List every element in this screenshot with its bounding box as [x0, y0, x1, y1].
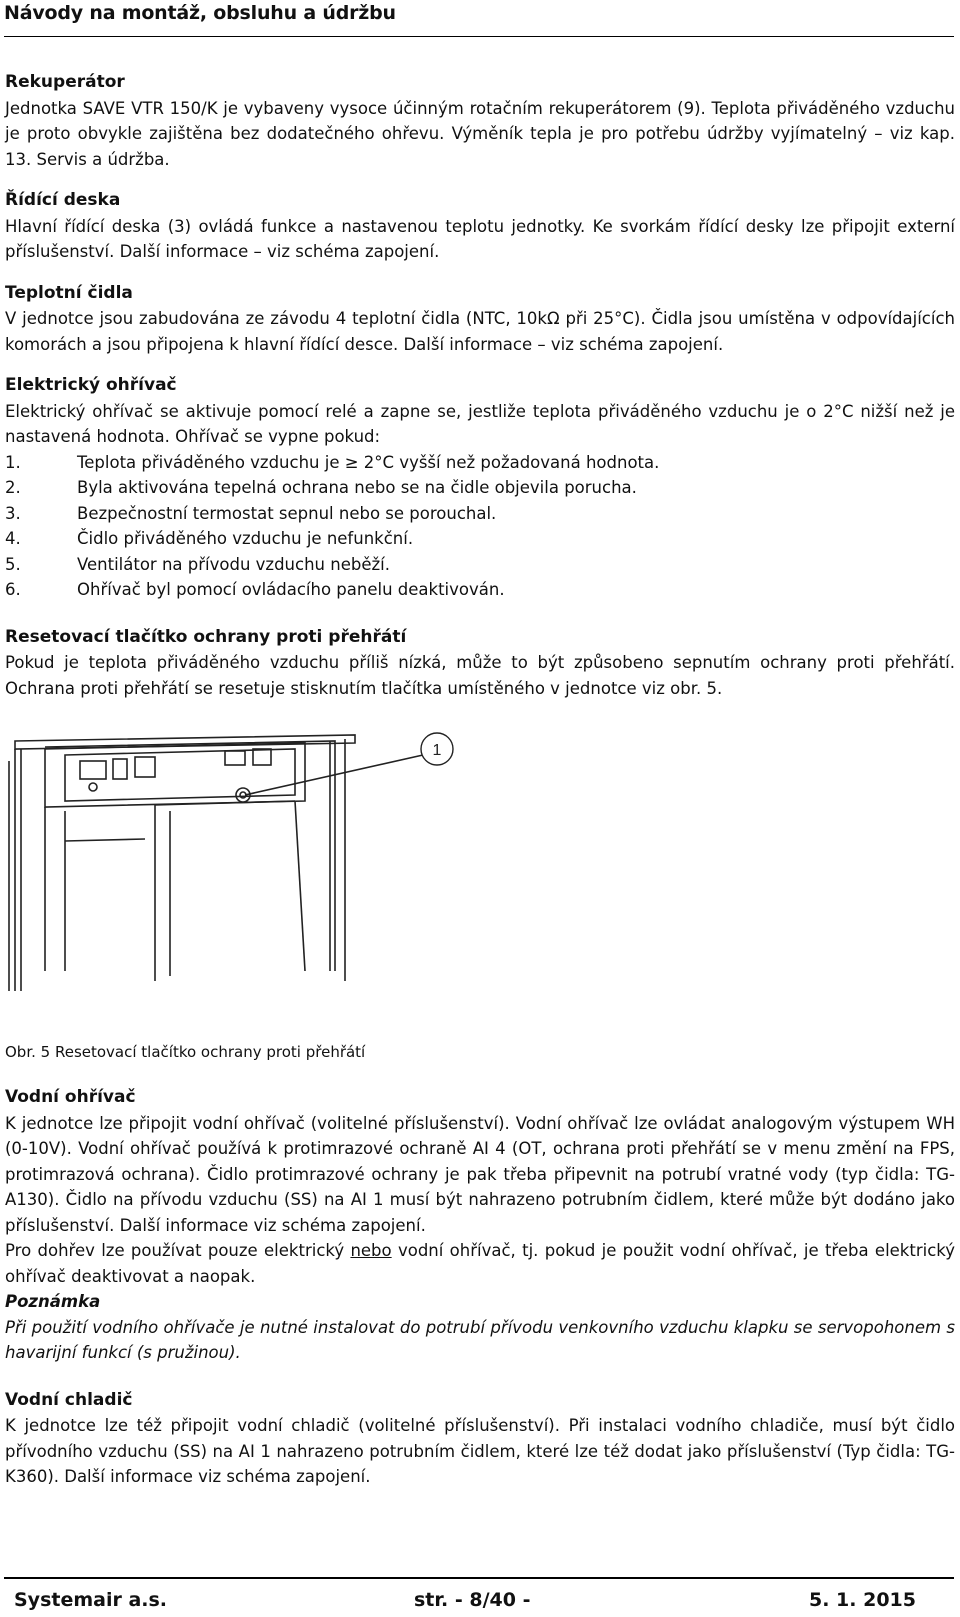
section-heading-elektricky-ohrivac: Elektrický ohřívač	[5, 375, 177, 395]
list-item: 3. Bezpečnostní termostat sepnul nebo se porouchal.	[5, 503, 497, 523]
document-body	[5, 70, 955, 1490]
unit-drawing	[5, 721, 485, 1021]
section-heading-reset: Resetovací tlačítko ochrany proti přehřátí	[5, 626, 407, 647]
section-text-rekuperator: Jednotka SAVE VTR 150/K je vybaveny vysoce účinným rotačním rekuperátorem (9). Teplota přiváděného vzduchu je proto obvykle zajištěna bez dodatečného ohřevu. Výměník tepla je pro potřebu údržby vyjímatelný – viz kap. 13. Servis a údržba.	[5, 98, 955, 169]
section-text-reset: Pokud je teplota přiváděného vzduchu příliš nízká, může to být způsobeno sepnutím ochrany proti přehřátí. Ochrana proti přehřátí se resetuje stisknutím tlačítka umístěného v jednotce viz obr. 5.	[5, 653, 955, 698]
list-item: 4. Čidlo přiváděného vzduchu je nefunkční.	[5, 529, 414, 548]
list-item: 6. Ohřívač byl pomocí ovládacího panelu deaktivován.	[5, 580, 505, 599]
section-text-vodni-ohrivac: K jednotce lze připojit vodní ohřívač (volitelné příslušenství). Vodní ohřívač lze ovládat analogovým výstupem WH (0-10V). Vodní ohřívač používá k protimrazové ochraně AI 4 (OT, ochrana proti přehřátí se v menu změní na FPS, protimrazová ochrana). Čidlo protimrazové ochrany je pak třeba připevnit na potrubí vratné vody (typ čidla: TG-A130). Čidlo na přívodu vzduchu (SS) na AI 1 musí být nahrazeno potrubním čidlem, které může být dodáno jako příslušenství. Další informace viz schéma zapojení.	[5, 1113, 955, 1235]
section-text-vodni-ohrivac-2: Pro dohřev lze používat pouze elektrický nebo vodní ohřívač, tj. pokud je použit vodní ohřívač, je třeba elektrický ohřívač deaktivovat a naopak.	[5, 1241, 955, 1286]
section-text-vodni-chladic: K jednotce lze též připojit vodní chladič (volitelné příslušenství). Při instalaci vodního chladiče, musí být čidlo přívodního vzduchu (SS) na AI 1 nahrazeno potrubním čidlem, které lze též dodat jako příslušenství (Typ čidla: TG-K360). Další informace viz schéma zapojení.	[5, 1416, 955, 1486]
section-heading-teplotni-cidla: Teplotní čidla	[5, 282, 133, 303]
list-item: 1. Teplota přiváděného vzduchu je ≥ 2°C vyšší než požadovaná hodnota.	[5, 452, 660, 472]
section-text-elektricky-ohrivac: Elektrický ohřívač se aktivuje pomocí relé a zapne se, jestliže teplota přiváděného vzduchu je o 2°C nižší než je nastavená hodnota. Ohřívač se vypne pokud:	[5, 401, 955, 446]
list-item: 5. Ventilátor na přívodu vzduchu neběží.	[5, 554, 390, 574]
footer-company: Systemair a.s.	[14, 1589, 168, 1611]
page-footer	[4, 1577, 954, 1617]
list-item: 2. Byla aktivována tepelná ochrana nebo se na čidle objevila porucha.	[5, 478, 637, 497]
header-title: Návody na montáž, obsluhu a údržbu	[4, 2, 396, 24]
figure-reset-button	[5, 721, 485, 1021]
callout-number: 1	[432, 742, 442, 759]
figure-caption: Obr. 5 Resetovací tlačítko ochrany proti přehřátí	[5, 1043, 366, 1061]
section-text-teplotni-cidla: V jednotce jsou zabudována ze závodu 4 teplotní čidla (NTC, 10kΩ při 25°C). Čidla jsou umístěna v odpovídajících komorách a jsou připojena k hlavní řídící desce. Další informace – viz schéma zapojení.	[5, 309, 955, 354]
note-text: Při použití vodního ohřívače je nutné instalovat do potrubí přívodu venkovního vzduchu klapku se servopohonem s havarijní funkcí (s pružinou).	[5, 1317, 955, 1362]
section-heading-ridici-deska: Řídící deska	[5, 190, 121, 210]
heater-off-conditions-list	[5, 450, 955, 603]
section-heading-vodni-chladic: Vodní chladič	[5, 1389, 133, 1410]
section-heading-vodni-ohrivac: Vodní ohřívač	[5, 1087, 136, 1107]
section-text-ridici-deska: Hlavní řídící deska (3) ovládá funkce a nastavenou teplotu jednotky. Ke svorkám řídící desky lze připojit externí příslušenství. Další informace – viz schéma zapojení.	[5, 216, 955, 261]
section-heading-rekuperator: Rekuperátor	[5, 72, 125, 92]
footer-date: 5. 1. 2015	[809, 1589, 916, 1611]
footer-page-number: str. - 8/40 -	[414, 1589, 531, 1611]
page-header	[4, 0, 954, 37]
note-heading: Poznámka	[5, 1292, 101, 1311]
